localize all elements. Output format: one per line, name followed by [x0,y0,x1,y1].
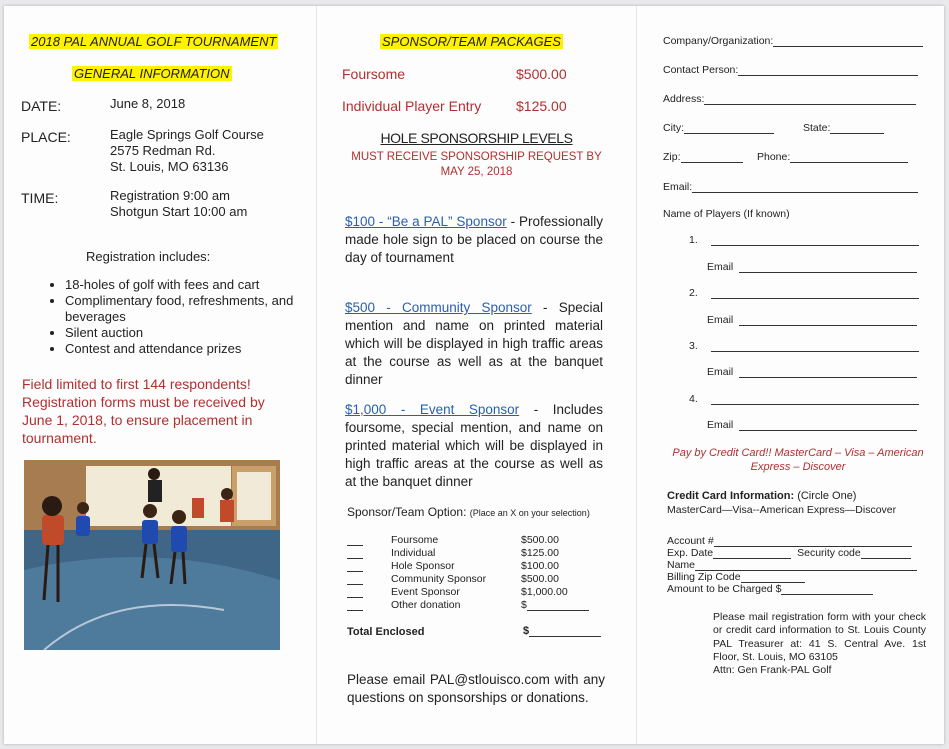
player-email-row[interactable] [707,419,917,431]
player-row[interactable] [689,287,919,299]
option-checkbox[interactable] [347,599,363,611]
general-info-heading: GENERAL INFORMATION [74,66,230,81]
field-line[interactable] [714,535,912,547]
option-name: Foursome [391,534,439,546]
time-label: TIME: [21,190,59,206]
option-checkbox[interactable] [347,534,363,546]
sponsor-level-title: $100 - “Be a PAL” Sponsor [345,214,507,229]
right-panel [637,6,944,744]
field-line[interactable] [684,122,774,134]
field-label: Phone: [757,151,791,163]
field-label: Billing Zip Code [667,571,741,583]
player-email-line[interactable] [739,419,917,431]
total-enclosed-field[interactable] [523,625,601,637]
date-label: DATE: [21,98,62,114]
deadline-line: MAY 25, 2018 [440,166,513,178]
includes-list [22,277,310,357]
field-label: City: [663,122,684,134]
field-label: Email: [663,181,693,193]
field-line[interactable] [713,547,791,559]
sponsor-level-desc: Special mention and name on printed material which will be displayed in high traffic areas at the course as well as at the banquet dinner [345,300,604,387]
player-number: 2. [689,287,698,299]
email-field[interactable] [663,181,918,193]
option-label: Sponsor/Team Option: [347,505,467,519]
place-value [110,127,264,175]
total-enclosed-label: Total Enclosed [347,626,425,638]
player-row[interactable] [689,393,919,405]
option-row[interactable] [347,599,607,612]
player-email-label: Email [707,366,734,378]
cc-heading: Credit Card Information: [667,490,795,502]
option-checkbox[interactable] [347,547,363,559]
list-item: • Complimentary food, refreshments, and beverages [65,293,310,325]
state-field[interactable] [803,122,884,134]
registration-includes-heading: Registration includes: [86,249,211,264]
player-name-line[interactable] [711,340,919,352]
player-name-line[interactable] [711,234,919,246]
field-label: State: [803,122,831,134]
left-panel [4,6,316,744]
player-email-row[interactable] [707,261,917,273]
name-field[interactable] [667,559,927,571]
option-checkbox[interactable] [347,573,363,585]
option-amount: $125.00 [521,547,559,559]
option-row[interactable] [347,560,607,573]
email-note: Please email PAL@stlouisco.com with any questions on sponsorships or donations. [347,672,605,705]
mail-note: Please mail registration form with your check or credit card information to St. Louis County PAL Treasurer at: 41 S. Central Ave. 1st Floor, St. Louis, MO 63105 [713,611,926,663]
payment-fields [667,535,927,595]
sponsor-level-desc: Professionally made hole sign to be placed on course the day of tournament [345,214,604,265]
player-email-row[interactable] [707,366,917,378]
option-amount: $500.00 [521,534,559,546]
hole-sponsorship-heading: HOLE SPONSORSHIP LEVELS [380,130,573,146]
mailing-instructions [713,611,926,677]
brochure-sheet [4,6,944,744]
sponsor-level-desc: Includes foursome, special mention, and name on printed material which will be displayed in high traffic areas at the course as well as at the banquet dinner [345,402,604,489]
list-item: • Contest and attendance prizes [65,341,310,357]
option-hint: (Place an X on your selection) [469,508,590,518]
option-name: Individual [391,547,436,559]
contact-field[interactable] [663,64,918,76]
place-label: PLACE: [21,129,71,145]
option-name: Other donation [391,599,461,611]
date-value: June 8, 2018 [110,96,186,111]
billing-zip-field[interactable] [667,571,927,583]
field-line[interactable] [741,571,805,583]
sponsor-level: $100 - “Be a PAL” Sponsor - Professionally made hole sign to be placed on course the day of tournament [345,214,604,265]
player-name-line[interactable] [711,393,919,405]
option-row[interactable] [347,586,607,599]
field-label: Amount to be Charged $ [667,583,782,595]
credit-card-info [667,490,856,502]
field-line[interactable] [830,122,884,134]
option-row[interactable] [347,573,607,586]
field-line[interactable] [704,93,916,105]
field-line[interactable] [781,583,873,595]
field-label: Exp. Date [667,547,714,559]
option-name: Hole Sponsor [391,560,455,572]
sponsor-level: $500 - Community Sponsor - Special mention and name on printed material which will be displayed in high traffic areas at the course as well as at the banquet dinner [345,300,604,387]
option-checkbox[interactable] [347,560,363,572]
tournament-title: 2018 PAL ANNUAL GOLF TOURNAMENT [31,34,277,49]
cc-circle-hint: (Circle One) [797,490,857,502]
sponsor-level: $1,000 - Event Sponsor - Includes foursome, special mention, and name on printed material which will be displayed in high traffic areas at the course as well as at the banquet dinner [345,402,604,489]
sponsor-level-title: $1,000 - Event Sponsor [345,402,520,417]
package-price: $500.00 [516,66,567,82]
basketball-photo [24,460,280,650]
package-name: Individual Player Entry [342,98,482,114]
middle-panel [317,6,636,744]
place-line: Eagle Springs Golf Course [110,127,264,142]
player-email-line[interactable] [739,314,917,326]
field-label: Zip: [663,151,681,163]
field-line[interactable] [738,64,918,76]
field-line[interactable] [773,35,923,47]
option-name: Community Sponsor [391,573,487,585]
place-line: 2575 Redman Rd. [110,143,216,158]
field-label: Address: [663,93,705,105]
option-list [347,534,607,612]
player-number: 1. [689,234,698,246]
option-amount: $ [521,599,527,611]
city-field[interactable] [663,122,774,134]
option-amount: $1,000.00 [521,586,568,598]
player-row[interactable] [689,234,919,246]
player-email-row[interactable] [707,314,917,326]
player-email-label: Email [707,419,734,431]
phone-field[interactable] [757,151,908,163]
player-number: 4. [689,393,698,405]
amount-field[interactable] [667,583,927,595]
option-row[interactable] [347,534,607,547]
option-amount: $100.00 [521,560,559,572]
player-number: 3. [689,340,698,352]
option-checkbox[interactable] [347,586,363,598]
company-field[interactable] [663,35,923,47]
field-line[interactable] [692,181,918,193]
pay-by-card-note: Pay by Credit Card!! MasterCard – Visa – American Express – Discover [672,447,924,473]
players-heading: Name of Players (If known) [663,208,790,220]
other-amount-field[interactable] [527,599,589,611]
deadline-notice [317,150,636,180]
player-email-label: Email [707,314,734,326]
field-label: Security code [797,547,861,559]
field-label: Account # [667,535,714,547]
total-prefix: $ [523,625,530,637]
packages-heading: SPONSOR/TEAM PACKAGES [382,34,561,49]
deadline-line: MUST RECEIVE SPONSORSHIP REQUEST BY [351,151,602,163]
field-label: Name [667,559,696,571]
field-line[interactable] [695,559,917,571]
time-value [110,188,247,220]
player-email-line[interactable] [739,366,917,378]
player-email-label: Email [707,261,734,273]
field-line[interactable] [681,151,743,163]
player-email-line[interactable] [739,261,917,273]
mail-attn: Attn: Gen Frank-PAL Golf [713,664,832,677]
player-name-line[interactable] [711,287,919,299]
field-line[interactable] [790,151,908,163]
field-label: Company/Organization: [663,35,774,47]
account-field[interactable] [667,535,927,547]
card-type-options[interactable]: MasterCard—Visa--American Express—Discover [667,504,897,516]
field-limit-notice: Field limited to first 144 respondents! Registration forms must be received by June 1, 2018, to ensure placement in tournament. [22,376,265,446]
time-line: Registration 9:00 am [110,188,230,203]
exp-date-field[interactable] [667,547,927,559]
sponsor-level-title: $500 - Community Sponsor [345,300,532,315]
list-item: • 18-holes of golf with fees and cart [65,277,310,293]
package-price: $125.00 [516,98,567,114]
zip-field[interactable] [663,151,743,163]
option-row[interactable] [347,547,607,560]
option-amount: $500.00 [521,573,559,585]
address-field[interactable] [663,93,916,105]
time-line: Shotgun Start 10:00 am [110,204,248,219]
player-row[interactable] [689,340,919,352]
field-label: Contact Person: [663,64,739,76]
total-line[interactable] [529,625,601,637]
place-line: St. Louis, MO 63136 [110,159,229,174]
field-line[interactable] [861,547,911,559]
package-name: Foursome [342,66,406,82]
option-name: Event Sponsor [391,586,460,598]
list-item: • Silent auction [65,325,310,341]
option-heading [347,505,590,519]
